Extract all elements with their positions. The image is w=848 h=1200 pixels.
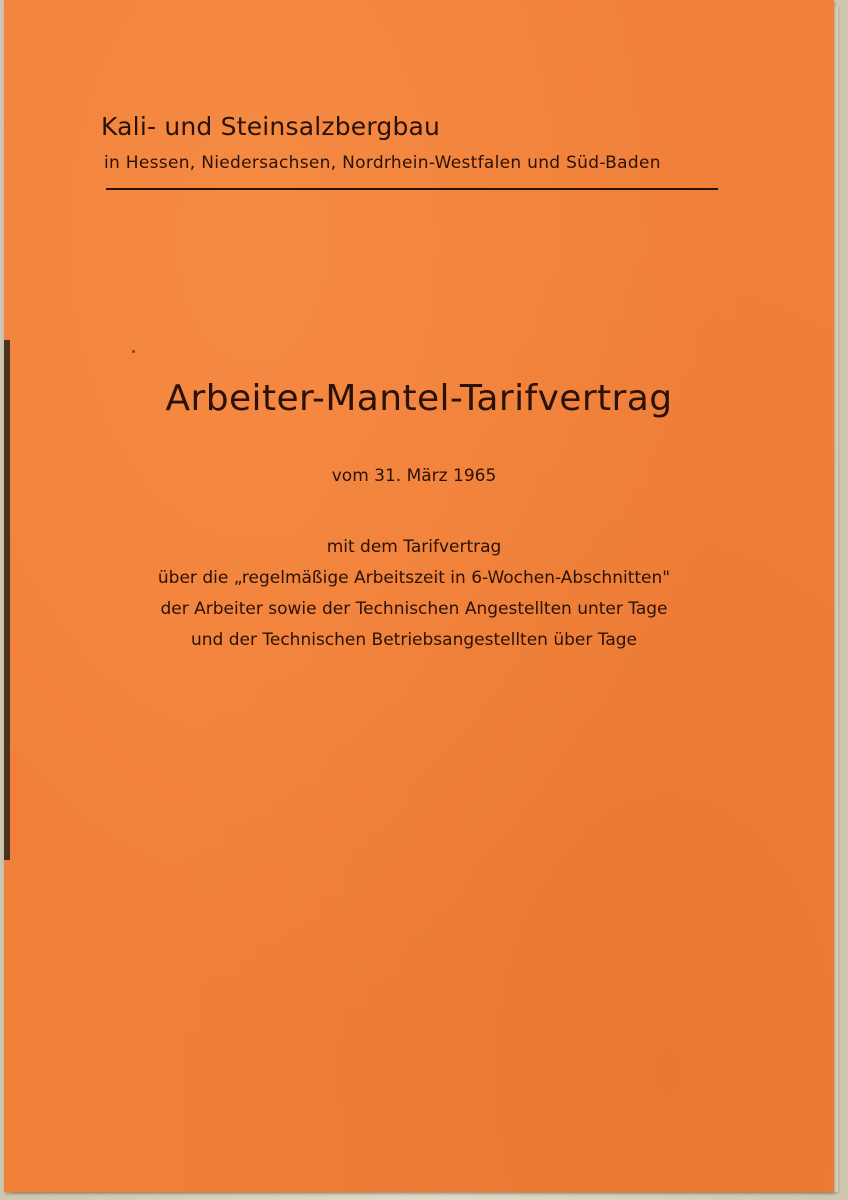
document-date: vom 31. März 1965	[331, 466, 497, 486]
subtitle-line: und der Technischen Betriebsangestellten über Tage	[190, 630, 637, 650]
subtitle-line: über die „regelmäßige Arbeitszeit in 6-Wochen-Abschnitten"	[157, 568, 671, 588]
subtitle-block	[4, 532, 824, 656]
regions-line: in Hessen, Niedersachsen, Nordrhein-Westfalen und Süd-Baden	[104, 153, 661, 173]
header-rule	[106, 188, 718, 190]
publisher-name: Kali- und Steinsalzbergbau	[101, 112, 441, 141]
booklet-cover	[4, 0, 834, 1192]
document-title: Arbeiter-Mantel-Tarifvertrag	[165, 378, 673, 419]
subtitle-line: mit dem Tarifvertrag	[326, 537, 502, 557]
paper-speck	[132, 350, 135, 353]
subtitle-line: der Arbeiter sowie der Technischen Angestellten unter Tage	[160, 599, 668, 619]
